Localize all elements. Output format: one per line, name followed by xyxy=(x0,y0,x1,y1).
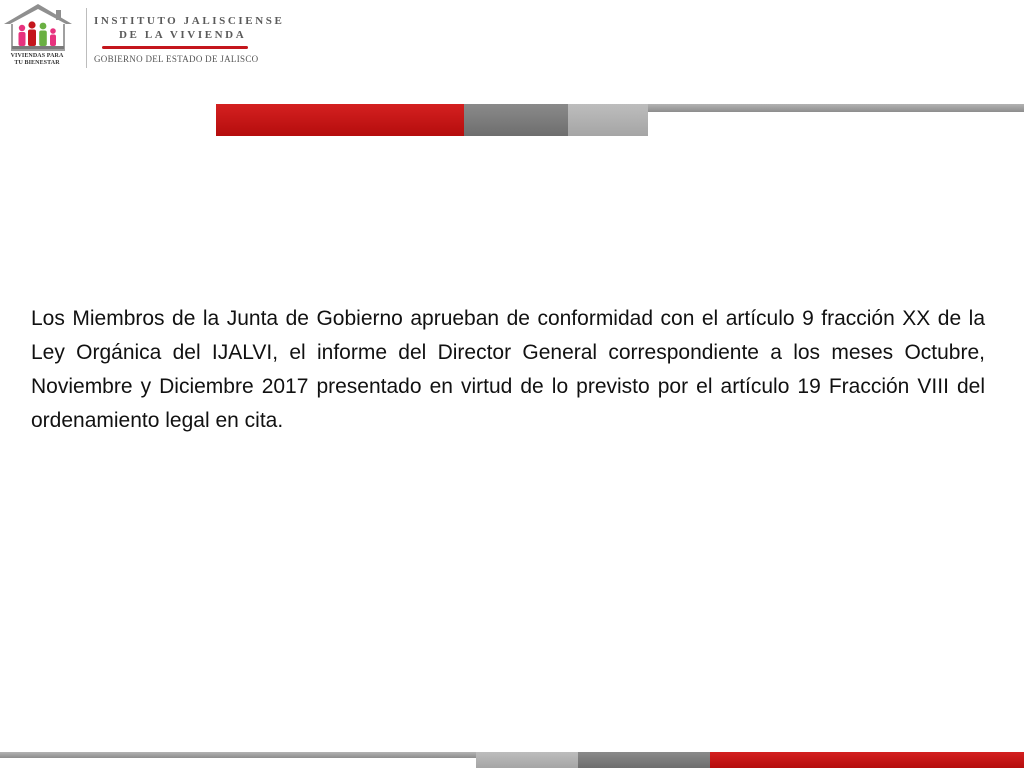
top-band-thin-line xyxy=(648,104,1024,112)
logo-tagline-line-2: TU BIENESTAR xyxy=(14,60,60,66)
bottom-band-thin-line xyxy=(0,752,476,758)
top-band-red-segment xyxy=(216,104,464,136)
org-name-line-1: INSTITUTO JALISCIENSE xyxy=(94,15,285,27)
bottom-band-red-segment xyxy=(710,752,1024,768)
bottom-band-light-gray-segment xyxy=(476,752,578,768)
top-band-dark-gray-segment xyxy=(464,104,568,136)
body-paragraph: Los Miembros de la Junta de Gobierno aprueban de conformidad con el artículo 9 fracción XX de la Ley Orgánica del IJALVI, el informe del Director General correspondiente a los meses Octubre, Noviembre y Diciembre 2017 presentado en virtud de lo previsto por el artículo 19 Fracción VIII del ordenamiento legal en cita. xyxy=(31,307,985,432)
org-government-name: GOBIERNO DEL ESTADO DE JALISCO xyxy=(94,54,259,64)
org-name-line-2: DE LA VIVIENDA xyxy=(119,29,247,41)
logo-tagline-line-1: VIVIENDAS PARA xyxy=(10,53,64,59)
top-band-light-gray-segment xyxy=(568,104,648,136)
bottom-band-dark-gray-segment xyxy=(578,752,710,768)
header-divider xyxy=(86,8,87,68)
org-name-underline xyxy=(102,46,248,49)
